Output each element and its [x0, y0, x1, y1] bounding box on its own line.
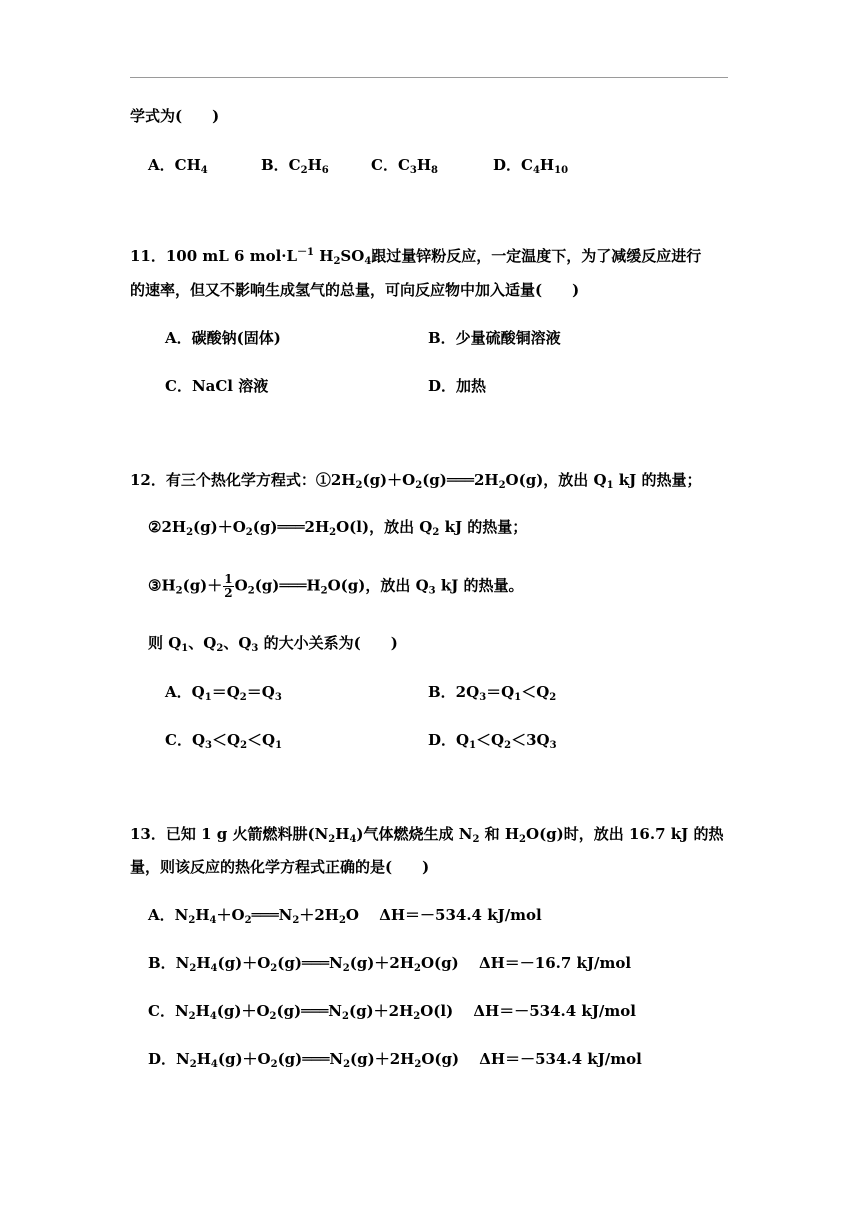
q13-option-b: B．$N_2H_4(g)+O_2(g)═══N_2(g)+2H_2O(g)$ ΔH＝－16.7 kJ/mol — [148, 954, 632, 974]
q12-equation-3: $③H_2(g)+$ $\frac{1}{2}$ $O_2(g)═══H_2O(g)$，放出 $Q_3$ kJ 的热量。 — [148, 572, 524, 600]
q10-option-d: D．$C_4H_{10}$ — [493, 156, 569, 176]
q11-stem-line2: 的速率，但又不影响生成氢气的总量，可向反应物中加入适量( ) — [130, 281, 580, 299]
q12-option-b: B．$2Q_3=Q_1<Q_2$ — [428, 683, 557, 703]
q13-option-c: C．$N_2H_4(g)+O_2(g)═══N_2(g)+2H_2O(l)$ ΔH＝－534.4 kJ/mol — [148, 1002, 636, 1022]
q12-equation-2: $②2H_2(g)+O_2(g)═══2H_2O(l)$，放出 $Q_2$ kJ 的热量； — [148, 518, 528, 538]
q10-tail: 学式为( ) — [130, 107, 220, 125]
q10-option-a: A．$CH_4$ — [148, 156, 208, 176]
header-rule — [130, 77, 728, 78]
q12-stem-line1: 12．有三个热化学方程式：$①2H_2(g)+O_2(g)═══2H_2O(g)$，放出 $Q_1$ kJ 的热量； — [130, 471, 702, 491]
q13-stem-line2: 量，则该反应的热化学方程式正确的是( ) — [130, 858, 430, 876]
one-half-fraction: $\frac{1}{2}$ — [224, 572, 233, 600]
q11-option-c: C．NaCl 溶液 — [165, 377, 269, 395]
q11-option-d: D．加热 — [428, 377, 487, 395]
q11-option-b: B．少量硫酸铜溶液 — [428, 329, 561, 347]
q12-option-a: A．$Q_1=Q_2=Q_3$ — [165, 683, 282, 703]
q10-option-b: B．$C_2H_6$ — [261, 156, 329, 176]
q12-option-d: D．$Q_1<Q_2<3Q_3$ — [428, 731, 557, 751]
q11-option-a: A．碳酸钠(固体) — [165, 329, 281, 347]
q10-option-c: C．$C_3H_8$ — [371, 156, 439, 176]
q13-option-d: D．$N_2H_4(g)+O_2(g)═══N_2(g)+2H_2O(g)$ ΔH＝－534.4 kJ/mol — [148, 1050, 642, 1070]
q12-question: 则 $Q_1$、$Q_2$、$Q_3$ 的大小关系为( ) — [148, 634, 398, 654]
q11-stem-line1: 11．100 mL 6 $mol\cdot L^{-1}$ $H_2SO_4$跟过量锌粉反应，一定温度下，为了减缓反应进行 — [130, 247, 702, 267]
q13-option-a: A．$N_2H_4+O_2═══N_2+2H_2O$ ΔH＝－534.4 kJ/mol — [148, 906, 542, 926]
q13-stem-line1: 13．已知 1 g 火箭燃料肼$(N_2H_4)$气体燃烧生成 $N_2$ 和 $H_2O(g)$时，放出 16.7 kJ 的热 — [130, 825, 724, 845]
q12-option-c: C．$Q_3<Q_2<Q_1$ — [165, 731, 283, 751]
